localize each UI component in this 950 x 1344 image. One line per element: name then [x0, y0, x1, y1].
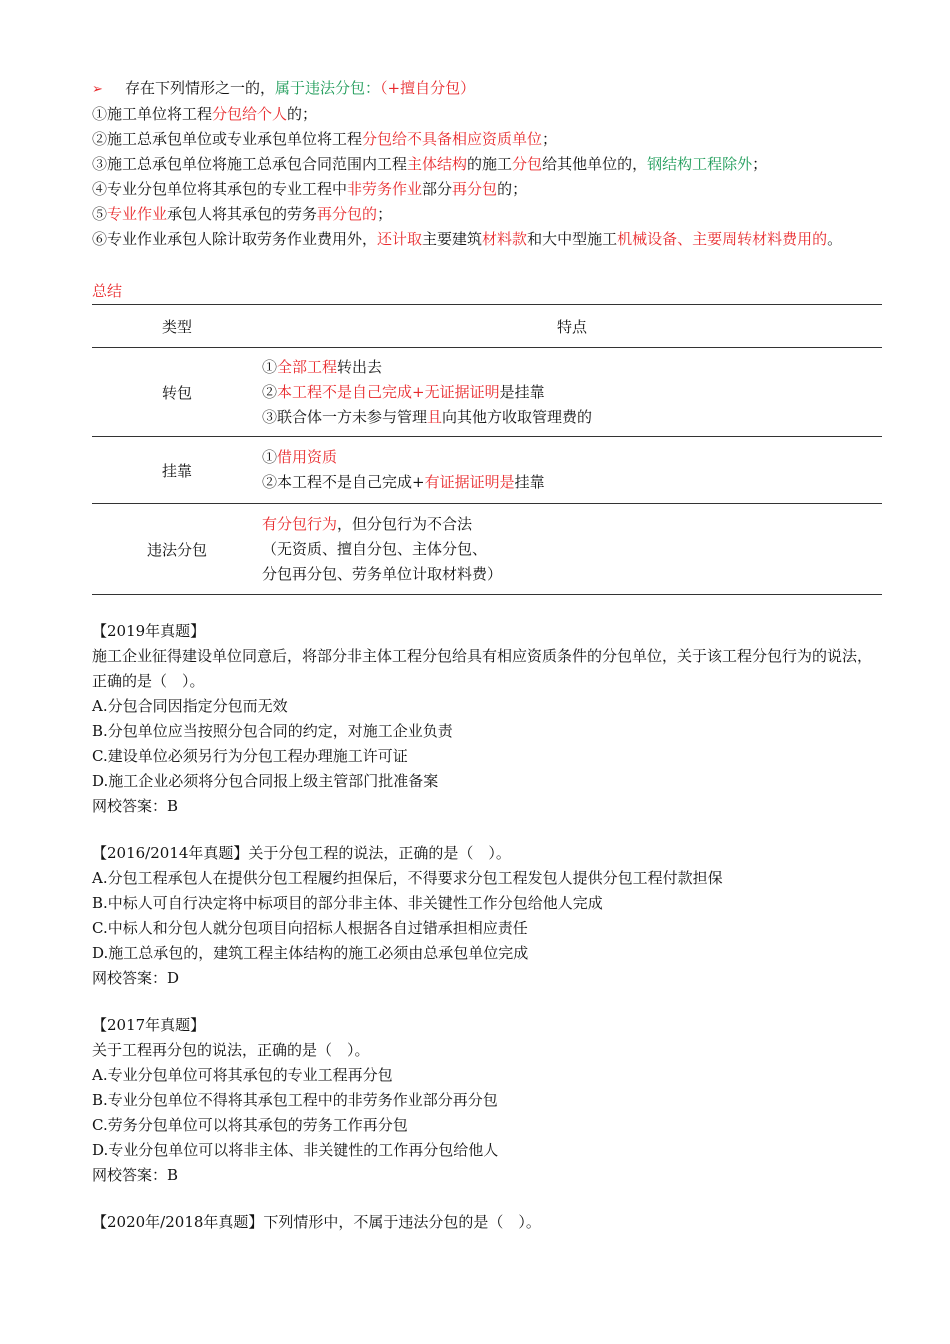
summary-table [92, 304, 882, 595]
table-row [92, 348, 882, 437]
document-page [92, 76, 882, 1235]
question-stem: 施工企业征得建设单位同意后，将部分非主体工程分包给具有相应资质条件的分包单位，关于该工程分包行为的说法，正确的是（ ）。 [92, 647, 873, 690]
row-features: ①借用资质 ②本工程不是自己完成+有证据证明是挂靠 [262, 448, 545, 491]
row-type: 违法分包 [146, 540, 207, 559]
table-row [92, 437, 882, 504]
question-option: B.专业分包单位不得将其承包工程中的非劳务作业部分再分包 [92, 1091, 498, 1109]
question-header: 【2020年/2018年真题】下列情形中，不属于违法分包的是（ ）。 [92, 1213, 541, 1231]
table-row [92, 504, 882, 595]
list-item: ③施工总承包单位将施工总承包合同范围内工程主体结构的施工分包给其他单位的，钢结构工程除外； [92, 155, 768, 173]
question-header: 【2016/2014年真题】关于分包工程的说法，正确的是（ ）。 [92, 844, 511, 862]
question-option: A.专业分包单位可将其承包的专业工程再分包 [92, 1066, 393, 1084]
row-type: 挂靠 [161, 461, 192, 480]
list-item: ⑤专业作业承包人将其承包的劳务再分包的； [92, 205, 393, 223]
summary-title: 总结 [92, 282, 123, 300]
question-option: B.分包单位应当按照分包合同的约定，对施工企业负责 [92, 722, 453, 740]
row-features: 有分包行为，但分包行为不合法 （无资质、擅自分包、主体分包、 分包再分包、劳务单位计取材料费） [262, 514, 503, 583]
question-block [92, 1013, 882, 1188]
intro-lead: 存在下列情形之一的， [125, 79, 276, 97]
question-block [92, 1210, 882, 1235]
question-option: D.专业分包单位可以将非主体、非关键性的工作再分包给他人 [92, 1141, 499, 1159]
question-option: C.劳务分包单位可以将其承包的劳务工作再分包 [92, 1116, 408, 1134]
question-option: D.施工总承包的，建筑工程主体结构的施工必须由总承包单位完成 [92, 944, 529, 962]
intro-line [92, 76, 882, 102]
question-block [92, 841, 882, 991]
intro-lead-red: （+擅自分包） [380, 79, 476, 97]
question-option: D.施工企业必须将分包合同报上级主管部门批准备案 [92, 772, 439, 790]
question-option: C.建设单位必须另行为分包工程办理施工许可证 [92, 747, 408, 765]
row-type: 转包 [161, 383, 192, 402]
question-option: A.分包合同因指定分包而无效 [92, 697, 288, 715]
question-header: 【2017年真题】 [92, 1016, 206, 1034]
question-answer: 网校答案：B [92, 797, 179, 815]
row-features: ①全部工程转出去 ②本工程不是自己完成+无证据证明是挂靠 ③联合体一方未参与管理且向其他方收取管理费的 [262, 357, 593, 426]
question-header: 【2019年真题】 [92, 622, 206, 640]
table-header-row [92, 305, 882, 348]
question-answer: 网校答案：B [92, 1166, 179, 1184]
list-item: ⑥专业作业承包人除计取劳务作业费用外，还计取主要建筑材料款和大中型施工机械设备、主要周转材料费用的。 [92, 230, 843, 248]
header-features: 特点 [556, 317, 587, 336]
question-answer: 网校答案：D [92, 969, 180, 987]
intro-lead-green: 属于违法分包： [275, 79, 381, 97]
list-item: ④专业分包单位将其承包的专业工程中非劳务作业部分再分包的； [92, 180, 528, 198]
list-item: ②施工总承包单位或专业承包单位将工程分包给不具备相应资质单位； [92, 130, 558, 148]
question-option: A.分包工程承包人在提供分包工程履约担保后，不得要求分包工程发包人提供分包工程付款担保 [92, 869, 723, 887]
list-item: ①施工单位将工程分包给个人的； [92, 105, 318, 123]
arrow-bullet-icon: ➢ [92, 82, 103, 97]
question-option: B.中标人可自行决定将中标项目的部分非主体、非关键性工作分包给他人完成 [92, 894, 603, 912]
question-stem: 关于工程再分包的说法，正确的是（ ）。 [92, 1041, 370, 1059]
header-type: 类型 [161, 317, 192, 336]
question-block [92, 619, 882, 819]
question-option: C.中标人和分包人就分包项目向招标人根据各自过错承担相应责任 [92, 919, 528, 937]
